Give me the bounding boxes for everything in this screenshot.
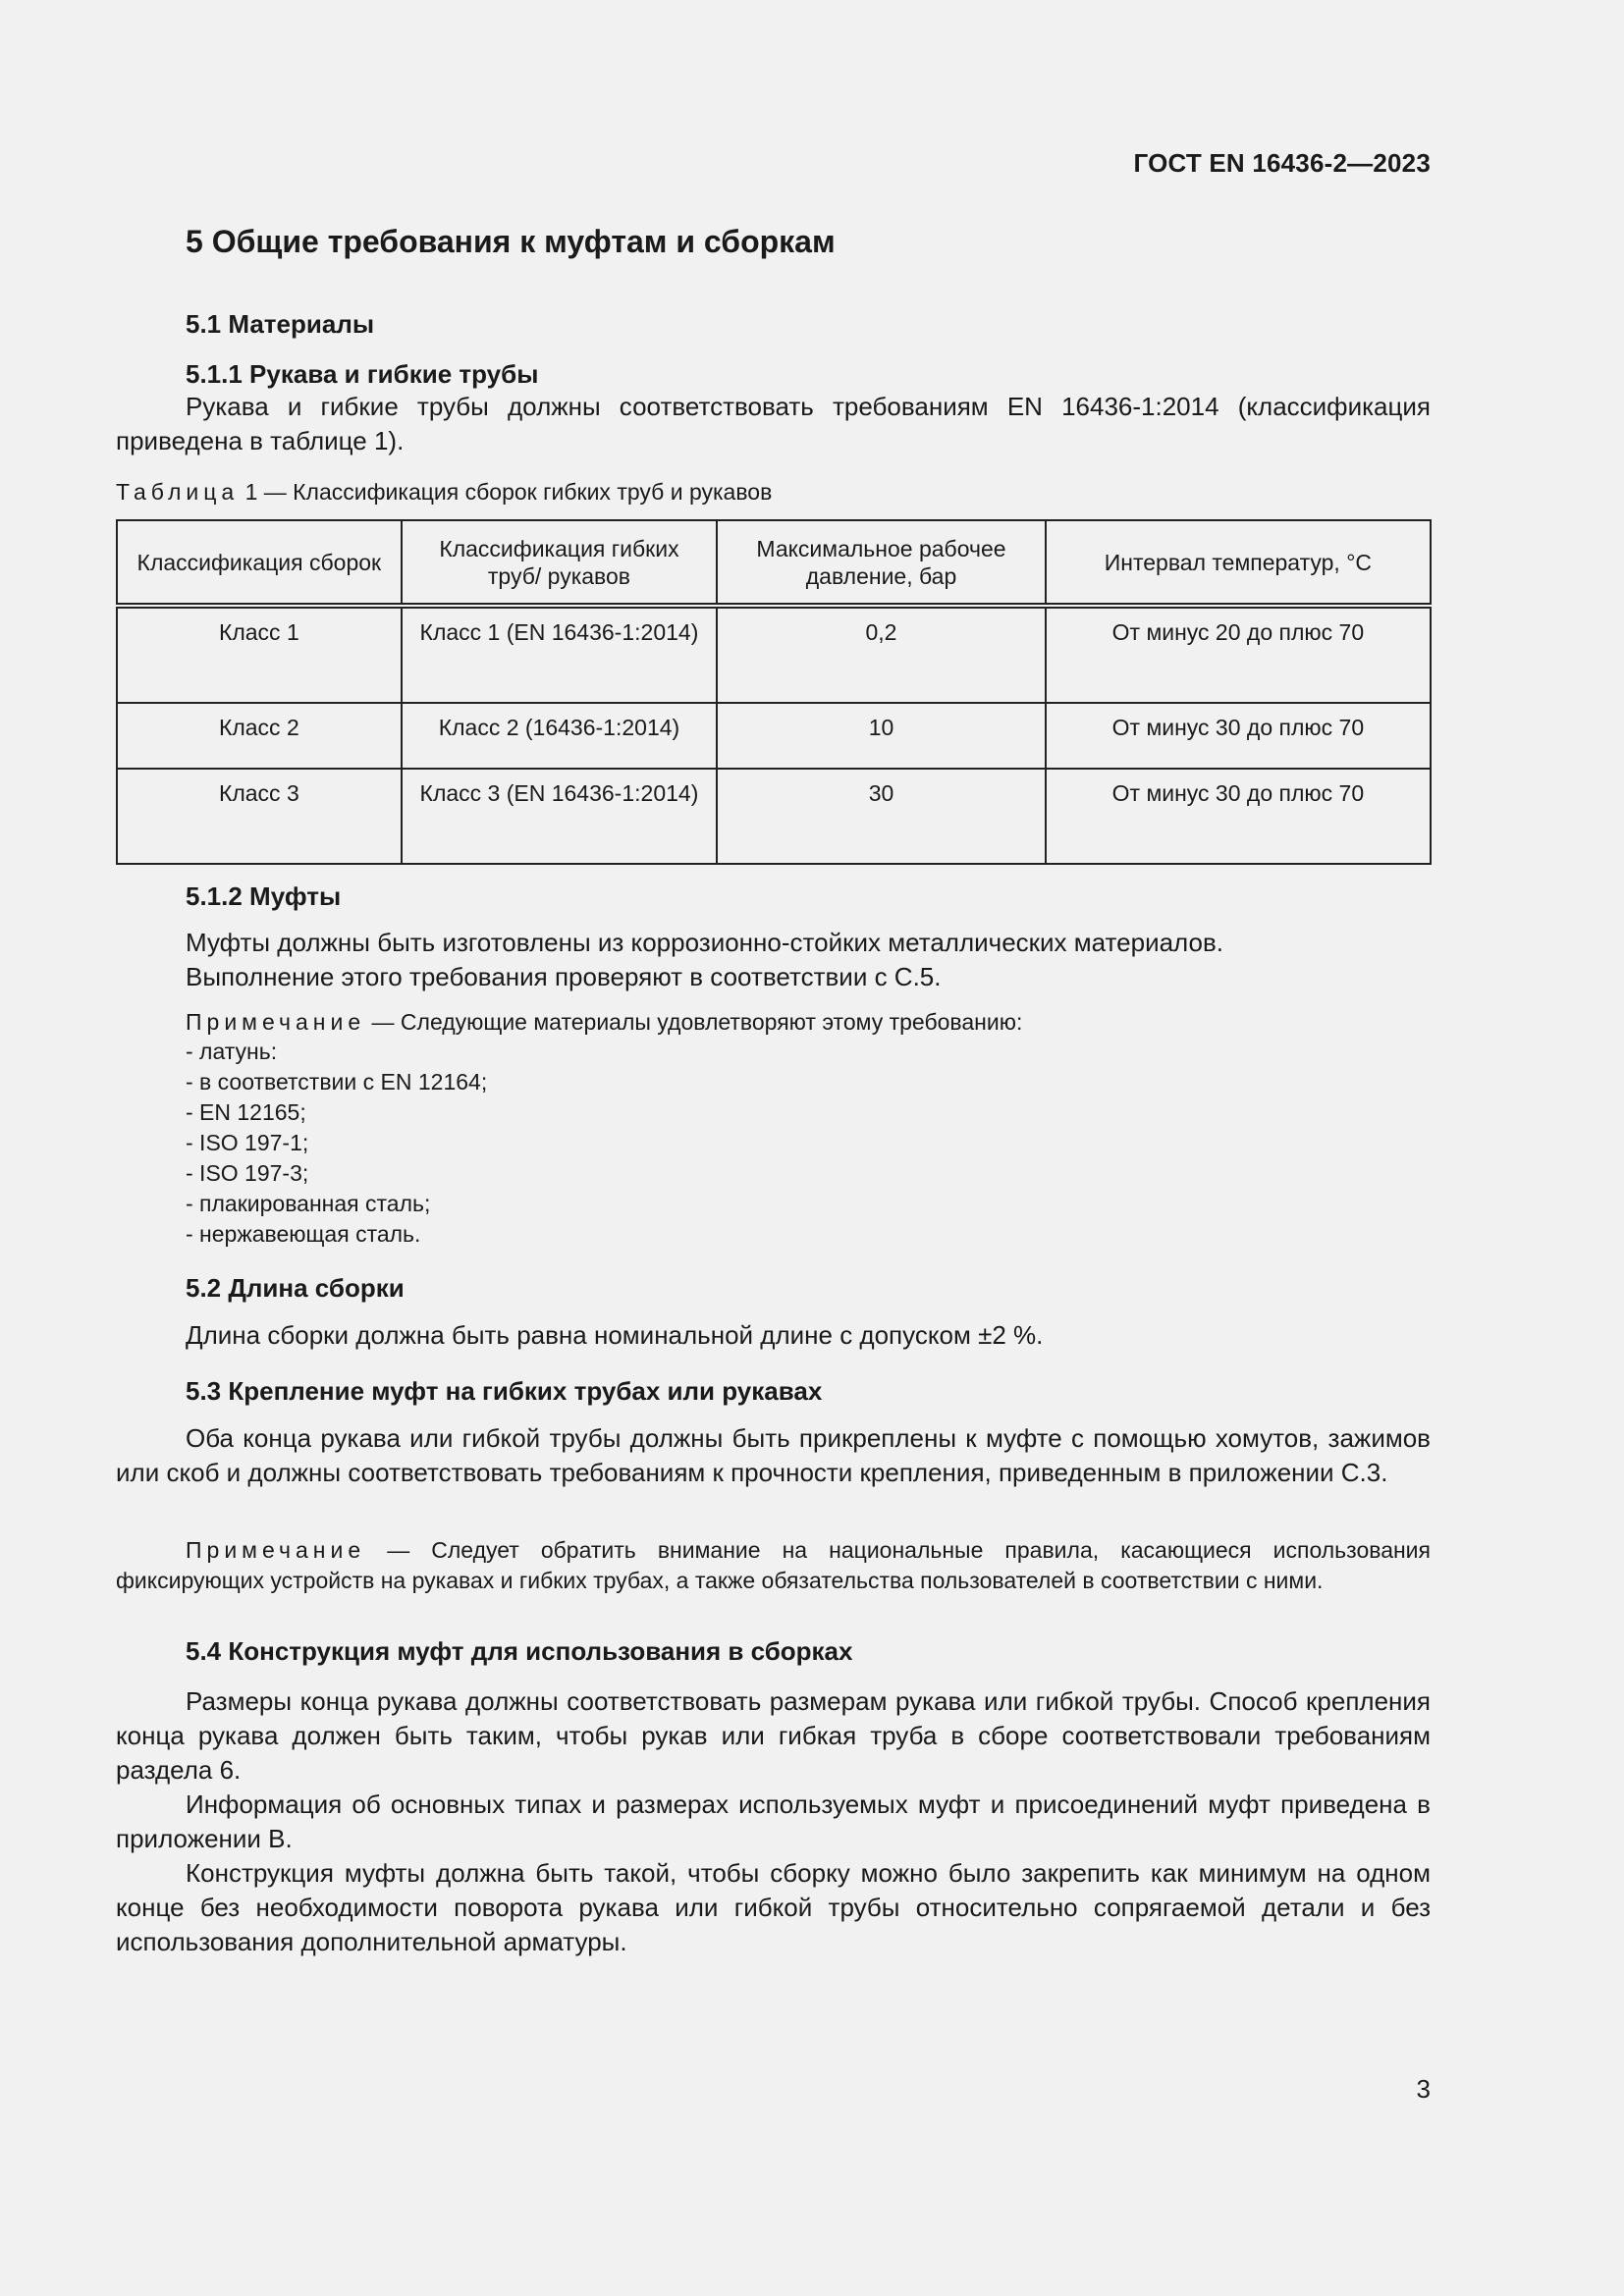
note-1-text: — Следующие материалы удовлетворяют этому требованию: [365, 1009, 1023, 1035]
note-1-prefix: Примечание [186, 1009, 366, 1035]
table-cell: Класс 1 [117, 606, 402, 703]
table-cell: Класс 1 (EN 16436-1:2014) [402, 606, 718, 703]
table-row [117, 703, 1431, 769]
table-cell: Класс 3 (EN 16436-1:2014) [402, 769, 718, 864]
section-5-3-title: 5.3 Крепление муфт на гибких трубах или рукавах [186, 1376, 823, 1406]
list-item: - нержавеющая сталь. [186, 1221, 421, 1247]
note-2-text: — Следует обратить внимание на национальные правила, касающиеся использования фиксирующих устройств на рукавах и гибких трубах, а также обязательства пользователей в соответствии с ними. [116, 1537, 1431, 1593]
classification-table [116, 519, 1432, 865]
table-cell: Класс 2 [117, 703, 402, 769]
section-5-1-1-title: 5.1.1 Рукава и гибкие трубы [186, 359, 539, 389]
table-header-cell: Классификация гибких труб/ рукавов [402, 520, 718, 606]
list-item: - EN 12165; [186, 1099, 306, 1125]
table-cell: 10 [717, 703, 1046, 769]
section-5-2-text: Длина сборки должна быть равна номинальной длине с допуском ±2 %. [186, 1320, 1044, 1350]
list-item: - ISO 197-1; [186, 1130, 309, 1155]
table-row [117, 769, 1431, 864]
document-number: ГОСТ EN 16436-2—2023 [1133, 148, 1431, 178]
list-item: - ISO 197-3; [186, 1160, 309, 1186]
table-cell: 30 [717, 769, 1046, 864]
table-cell: От минус 30 до плюс 70 [1046, 703, 1431, 769]
table-cell: 0,2 [717, 606, 1046, 703]
table-header-row [117, 520, 1431, 606]
table-header-cell: Классификация сборок [117, 520, 402, 606]
section-5-1-2-line1: Муфты должны быть изготовлены из коррозионно-стойких металлических материалов. [186, 928, 1224, 957]
section-5-2-title: 5.2 Длина сборки [186, 1273, 405, 1303]
table-cell: Класс 2 (16436-1:2014) [402, 703, 718, 769]
note-1 [186, 1007, 1022, 1038]
table-caption-text: 1 — Классификация сборок гибких труб и рукавов [239, 479, 773, 505]
table-row [117, 606, 1431, 703]
table-header-cell: Максимальное рабочее давление, бар [717, 520, 1046, 606]
section-5-4-paragraph-2: Информация об основных типах и размерах используемых муфт и присоединений муфт приведена в приложении В. [116, 1789, 1431, 1853]
list-item: - плакированная сталь; [186, 1191, 431, 1216]
table-caption-prefix: Таблица [116, 479, 240, 505]
materials-list [186, 1037, 487, 1250]
list-item: - латунь: [186, 1039, 278, 1064]
table-cell: Класс 3 [117, 769, 402, 864]
table-cell: От минус 30 до плюс 70 [1046, 769, 1431, 864]
section-5-1-title: 5.1 Материалы [186, 309, 375, 339]
table-cell: От минус 20 до плюс 70 [1046, 606, 1431, 703]
note-2-prefix: Примечание [186, 1537, 366, 1563]
section-5-3-text: Оба конца рукава или гибкой трубы должны быть прикреплены к муфте с помощью хомутов, зажимов или скоб и должны соответствовать требованиям к прочности крепления, приведенным в приложении С.3. [116, 1423, 1431, 1487]
table-header-cell: Интервал температур, °C [1046, 520, 1431, 606]
section-5-1-1-text: Рукава и гибкие трубы должны соответствовать требованиям EN 16436-1:2014 (классификация приведена в таблице 1). [116, 392, 1431, 455]
section-5-1-2-line2: Выполнение этого требования проверяют в соответствии с С.5. [186, 962, 942, 991]
section-5-4-paragraph-3: Конструкция муфты должна быть такой, чтобы сборку можно было закрепить как минимум на одном конце без необходимости поворота рукава или гибкой трубы относительно сопрягаемой детали и без использования дополнительной арматуры. [116, 1858, 1431, 1956]
note-2 [116, 1535, 1431, 1596]
table-caption [116, 477, 772, 507]
section-5-title: 5 Общие требования к муфтам и сборкам [186, 224, 836, 259]
section-5-4-title: 5.4 Конструкция муфт для использования в сборках [186, 1636, 853, 1666]
page-number: 3 [1416, 2074, 1431, 2104]
section-5-4-paragraph-1: Размеры конца рукава должны соответствовать размерам рукава или гибкой трубы. Способ крепления конца рукава должен быть таким, чтобы рукав или гибкая труба в сборе соответствовали требованиям раздела 6. [116, 1686, 1431, 1785]
section-5-1-2-title: 5.1.2 Муфты [186, 881, 342, 911]
list-item: - в соответствии с EN 12164; [186, 1069, 488, 1095]
